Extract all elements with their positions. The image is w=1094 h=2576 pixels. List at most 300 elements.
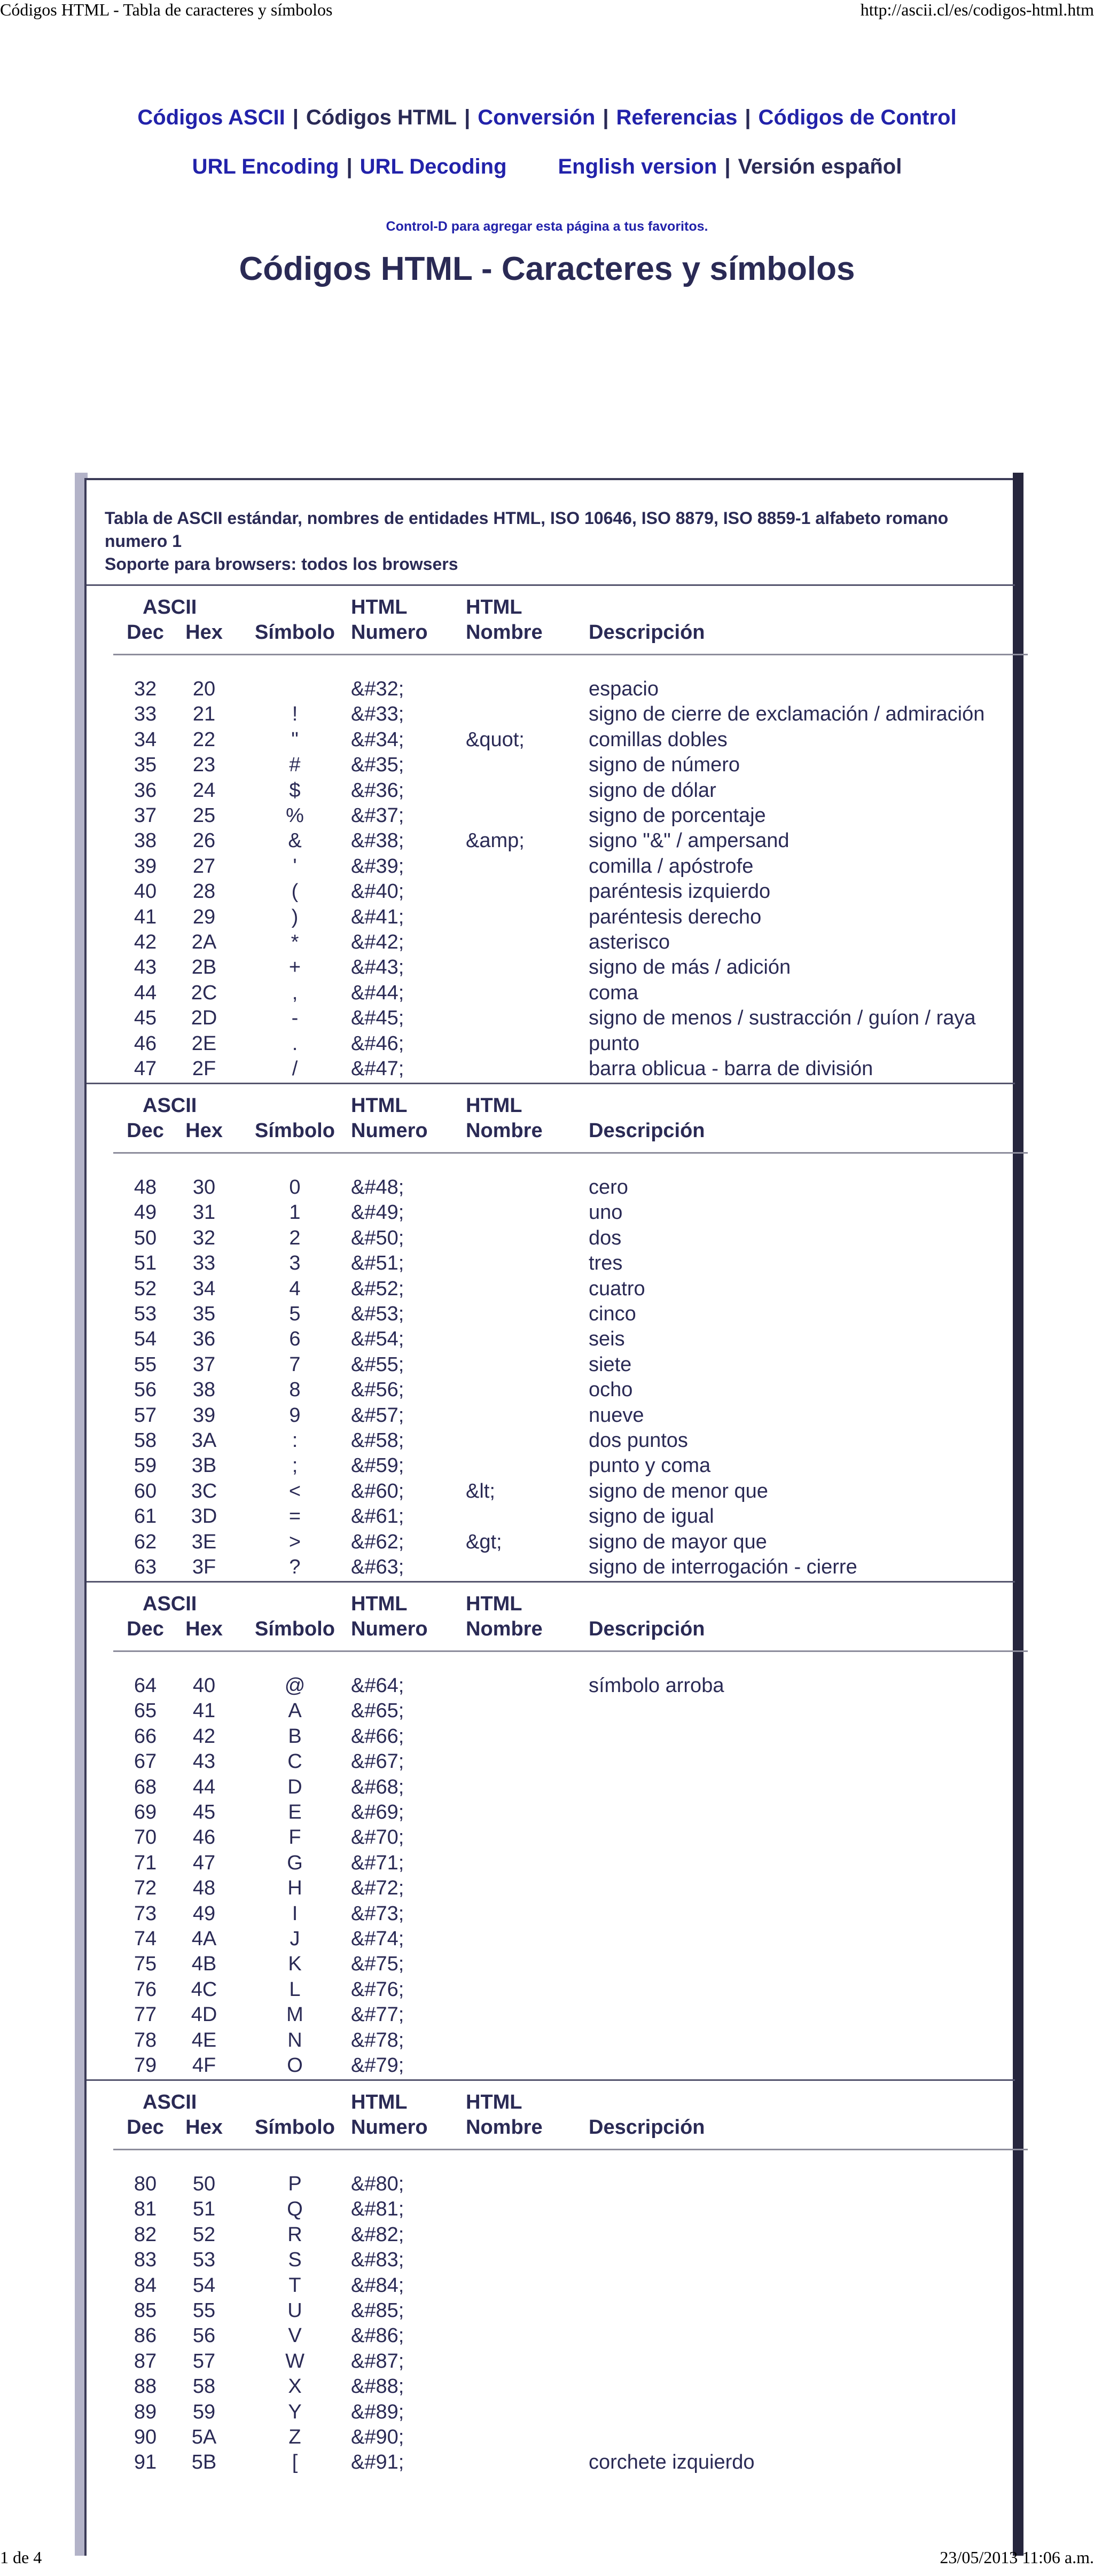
description-cell: signo de menor que [589,1479,768,1502]
dec-cell: 47 [134,1058,157,1080]
symbol-cell: O [287,2054,303,2077]
dec-cell: 91 [134,2451,157,2474]
print-page-number: 1 de 4 [0,2548,42,2567]
description-cell: comillas dobles [589,728,728,751]
hex-cell: 50 [192,2173,216,2195]
dec-cell: 39 [134,855,157,878]
html-number-cell: &#45; [351,1007,404,1030]
symbol-cell: T [288,2274,301,2297]
nav-separator: | [603,106,609,129]
symbol-cell: V [288,2324,302,2347]
header-description: Descripción [589,621,705,644]
dec-cell: 61 [134,1505,157,1528]
dec-cell: 33 [134,703,157,726]
table-section [87,1083,1015,1579]
symbol-cell: " [291,728,299,751]
symbol-cell: = [288,1505,301,1528]
description-cell: signo de menos / sustracción / guíon / raya [589,1007,976,1030]
dec-cell: 37 [134,804,157,827]
hex-cell: 49 [192,1902,216,1925]
html-number-cell: &#49; [351,1201,404,1224]
html-number-cell: &#69; [351,1801,404,1823]
description-cell: signo de más / adición [589,956,791,979]
dec-cell: 44 [134,981,157,1004]
hex-cell: 39 [192,1404,216,1427]
nav-link-version-espanol[interactable]: Versión español [738,155,902,178]
hex-cell: 30 [192,1176,216,1199]
main-nav [0,106,1094,130]
hex-cell: 3D [191,1505,217,1528]
description-cell: signo de porcentaje [589,804,766,827]
html-number-cell: &#85; [351,2299,404,2322]
symbol-cell: 2 [289,1226,301,1249]
html-number-cell: &#43; [351,956,404,979]
hex-cell: 2C [191,981,217,1004]
symbol-cell: P [288,2173,302,2195]
header-html-number-top: HTML [351,1593,408,1615]
table-section [87,584,1015,1081]
header-html-number-top: HTML [351,596,408,618]
html-number-cell: &#65; [351,1700,404,1722]
hex-cell: 3E [191,1530,217,1553]
description-cell: siete [589,1353,632,1376]
hex-cell: 44 [192,1775,216,1798]
html-number-cell: &#38; [351,829,404,852]
html-number-cell: &#54; [351,1328,404,1351]
html-number-cell: &#86; [351,2324,404,2347]
hex-cell: 38 [192,1379,216,1401]
description-cell: signo de igual [589,1505,714,1528]
html-number-cell: &#71; [351,1851,404,1874]
header-html-name-top: HTML [466,1593,522,1615]
symbol-cell: R [287,2223,302,2246]
header-hex: Hex [185,1119,223,1142]
html-number-cell: &#58; [351,1429,404,1452]
dec-cell: 53 [134,1303,157,1325]
hex-cell: 51 [192,2198,216,2221]
html-number-cell: &#81; [351,2198,404,2221]
html-number-cell: &#89; [351,2400,404,2423]
dec-cell: 32 [134,678,157,700]
symbol-cell: < [288,1479,301,1502]
symbol-cell: X [288,2375,302,2398]
dec-cell: 89 [134,2400,157,2423]
header-html-name-top: HTML [466,596,522,618]
description-cell: símbolo arroba [589,1674,724,1697]
nav-link-codigos-ascii[interactable]: Códigos ASCII [137,106,285,129]
symbol-cell: > [288,1530,301,1553]
symbol-cell: / [292,1058,298,1080]
nav-link-conversion[interactable]: Conversión [478,106,596,129]
header-html-number-top: HTML [351,1094,408,1117]
dec-cell: 51 [134,1252,157,1275]
symbol-cell: - [291,1007,299,1030]
description-cell: asterisco [589,931,670,953]
header-html-name-top: HTML [466,1094,522,1117]
hex-cell: 31 [192,1201,216,1224]
hex-cell: 5A [191,2426,217,2448]
symbol-cell: N [287,2029,302,2052]
symbol-cell: E [288,1801,302,1823]
symbol-cell: 1 [289,1201,301,1224]
hex-cell: 57 [192,2350,216,2373]
hex-cell: 5B [191,2451,217,2474]
header-dec: Dec [127,1618,164,1640]
dec-cell: 67 [134,1750,157,1773]
dec-cell: 34 [134,728,157,751]
nav-link-url-decoding[interactable]: URL Decoding [360,155,507,178]
symbol-cell: & [288,829,302,852]
dec-cell: 80 [134,2173,157,2195]
html-name-cell: &quot; [466,728,525,751]
description-cell: signo de número [589,754,740,777]
html-name-cell: &lt; [466,1479,495,1502]
dec-cell: 75 [134,1953,157,1976]
hex-cell: 22 [192,728,216,751]
hex-cell: 41 [192,1700,216,1722]
dec-cell: 36 [134,779,157,802]
description-cell: punto y coma [589,1454,711,1477]
dec-cell: 72 [134,1877,157,1900]
html-number-cell: &#60; [351,1479,404,1502]
symbol-cell: Q [287,2198,303,2221]
symbol-cell: I [292,1902,298,1925]
description-cell: tres [589,1252,623,1275]
html-number-cell: &#33; [351,703,404,726]
html-number-cell: &#66; [351,1725,404,1748]
dec-cell: 74 [134,1928,157,1950]
symbol-cell: ' [293,855,297,878]
header-description: Descripción [589,1119,705,1142]
dec-cell: 59 [134,1454,157,1477]
description-cell: ocho [589,1379,633,1401]
nav-link-codigos-html[interactable]: Códigos HTML [306,106,457,129]
print-date: 23/05/2013 11:06 a.m. [940,2548,1094,2567]
symbol-cell: C [287,1750,302,1773]
print-header [0,0,1094,21]
symbol-cell: W [285,2350,304,2373]
dec-cell: 83 [134,2249,157,2272]
html-codes-table [84,478,1013,2556]
hex-cell: 4C [191,1978,217,2001]
table-intro [105,507,1002,576]
dec-cell: 35 [134,754,157,777]
html-number-cell: &#79; [351,2054,404,2077]
dec-cell: 45 [134,1007,157,1030]
dec-cell: 65 [134,1700,157,1722]
dec-cell: 56 [134,1379,157,1401]
dec-cell: 42 [134,931,157,953]
dec-cell: 46 [134,1032,157,1055]
html-number-cell: &#83; [351,2249,404,2272]
nav-separator: | [464,106,471,129]
symbol-cell: ; [292,1454,298,1477]
description-cell: cuatro [589,1277,645,1300]
html-number-cell: &#51; [351,1252,404,1275]
dec-cell: 54 [134,1328,157,1351]
symbol-cell: 3 [289,1252,301,1275]
html-number-cell: &#88; [351,2375,404,2398]
hex-cell: 2F [192,1058,216,1080]
header-dec: Dec [127,2116,164,2139]
dec-cell: 40 [134,880,157,903]
html-number-cell: &#46; [351,1032,404,1055]
html-number-cell: &#91; [351,2451,404,2474]
description-cell: paréntesis derecho [589,905,762,928]
symbol-cell: 7 [289,1353,301,1376]
favorite-hint: Control-D para agregar esta página a tus favoritos. [386,219,708,234]
symbol-cell: ( [291,880,299,903]
description-cell: coma [589,981,638,1004]
html-number-cell: &#59; [351,1454,404,1477]
nav-separator: | [724,155,731,178]
dec-cell: 82 [134,2223,157,2246]
html-name-cell: &gt; [466,1530,502,1553]
nav-separator: | [292,106,299,129]
header-ascii: ASCII [143,596,197,618]
description-cell: signo de dólar [589,779,716,802]
header-html-number: Numero [351,1618,428,1640]
html-number-cell: &#52; [351,1277,404,1300]
header-html-name: Nombre [466,1618,543,1640]
dec-cell: 50 [134,1226,157,1249]
header-html-name: Nombre [466,621,543,644]
hex-cell: 52 [192,2223,216,2246]
print-header-url: http://ascii.cl/es/codigos-html.htm [860,0,1094,19]
html-number-cell: &#56; [351,1379,404,1401]
html-number-cell: &#37; [351,804,404,827]
dec-cell: 90 [134,2426,157,2448]
html-number-cell: &#75; [351,1953,404,1976]
header-dec: Dec [127,1119,164,1142]
header-underline [113,2149,1028,2150]
nav-link-url-encoding[interactable]: URL Encoding [192,155,339,178]
symbol-cell: 8 [289,1379,301,1401]
dec-cell: 69 [134,1801,157,1823]
dec-cell: 38 [134,829,157,852]
description-cell: seis [589,1328,625,1351]
secondary-nav [0,155,1094,179]
description-cell: cinco [589,1303,636,1325]
symbol-cell: : [292,1429,298,1452]
symbol-cell: S [288,2249,302,2272]
hex-cell: 3B [191,1454,217,1477]
symbol-cell: @ [284,1674,306,1697]
header-underline [113,1152,1028,1154]
header-symbol: Símbolo [255,1119,335,1142]
symbol-cell: M [286,2003,303,2026]
nav-link-referencias[interactable]: Referencias [616,106,738,129]
symbol-cell: % [286,804,304,827]
html-number-cell: &#84; [351,2274,404,2297]
dec-cell: 60 [134,1479,157,1502]
html-number-cell: &#57; [351,1404,404,1427]
html-number-cell: &#77; [351,2003,404,2026]
description-cell: signo de interrogación - cierre [589,1556,857,1578]
hex-cell: 4F [192,2054,216,2077]
hex-cell: 2D [191,1007,217,1030]
dec-cell: 87 [134,2350,157,2373]
hex-cell: 4A [191,1928,217,1950]
hex-cell: 42 [192,1725,216,1748]
html-name-cell: &amp; [466,829,525,852]
dec-cell: 81 [134,2198,157,2221]
html-number-cell: &#70; [351,1826,404,1849]
html-number-cell: &#36; [351,779,404,802]
symbol-cell: G [287,1851,303,1874]
description-cell: espacio [589,678,659,700]
page-title: Códigos HTML - Caracteres y símbolos [239,250,855,287]
html-number-cell: &#48; [351,1176,404,1199]
symbol-cell: $ [289,779,301,802]
description-cell: nueve [589,1404,644,1427]
html-number-cell: &#34; [351,728,404,751]
header-symbol: Símbolo [255,1618,335,1640]
dec-cell: 78 [134,2029,157,2052]
dec-cell: 86 [134,2324,157,2347]
html-number-cell: &#41; [351,905,404,928]
html-number-cell: &#40; [351,880,404,903]
hex-cell: 53 [192,2249,216,2272]
dec-cell: 71 [134,1851,157,1874]
hex-cell: 20 [192,678,216,700]
symbol-cell: U [287,2299,302,2322]
nav-separator: | [745,106,751,129]
hex-cell: 26 [192,829,216,852]
hex-cell: 56 [192,2324,216,2347]
hex-cell: 4E [191,2029,217,2052]
html-number-cell: &#35; [351,754,404,777]
html-number-cell: &#67; [351,1750,404,1773]
dec-cell: 52 [134,1277,157,1300]
symbol-cell: J [290,1928,300,1950]
html-number-cell: &#61; [351,1505,404,1528]
print-header-title: Códigos HTML - Tabla de caracteres y símbolos [0,0,333,19]
symbol-cell: , [292,981,298,1004]
dec-cell: 55 [134,1353,157,1376]
html-number-cell: &#47; [351,1058,404,1080]
html-number-cell: &#68; [351,1775,404,1798]
header-underline [113,654,1028,655]
html-number-cell: &#63; [351,1556,404,1578]
hex-cell: 43 [192,1750,216,1773]
header-html-name-top: HTML [466,2091,522,2113]
table-intro-browsers: Soporte para browsers: todos los browsers [105,554,458,574]
html-number-cell: &#44; [351,981,404,1004]
description-cell: corchete izquierdo [589,2451,755,2474]
symbol-cell: + [288,956,301,979]
symbol-cell: K [288,1953,302,1976]
html-number-cell: &#42; [351,931,404,953]
html-number-cell: &#78; [351,2029,404,2052]
hex-cell: 4B [191,1953,217,1976]
dec-cell: 49 [134,1201,157,1224]
html-number-cell: &#73; [351,1902,404,1925]
header-ascii: ASCII [143,1593,197,1615]
hex-cell: 54 [192,2274,216,2297]
hex-cell: 25 [192,804,216,827]
hex-cell: 32 [192,1226,216,1249]
nav-link-codigos-control[interactable]: Códigos de Control [758,106,957,129]
header-html-number: Numero [351,1119,428,1142]
html-number-cell: &#76; [351,1978,404,2001]
description-cell: dos [589,1226,622,1249]
symbol-cell: D [287,1775,302,1798]
dec-cell: 62 [134,1530,157,1553]
table-section [87,1581,1015,2078]
description-cell: punto [589,1032,640,1055]
nav-separator: | [346,155,353,178]
dec-cell: 41 [134,905,157,928]
symbol-cell: 9 [289,1404,301,1427]
description-cell: signo de mayor que [589,1530,767,1553]
hex-cell: 3C [191,1479,217,1502]
html-number-cell: &#90; [351,2426,404,2448]
hex-cell: 29 [192,905,216,928]
header-hex: Hex [185,2116,223,2139]
dec-cell: 88 [134,2375,157,2398]
header-symbol: Símbolo [255,621,335,644]
html-number-cell: &#50; [351,1226,404,1249]
symbol-cell: 6 [289,1328,301,1351]
symbol-cell: A [288,1700,302,1722]
symbol-cell: 0 [289,1176,301,1199]
symbol-cell: H [287,1877,302,1900]
symbol-cell: ! [292,703,298,726]
html-number-cell: &#64; [351,1674,404,1697]
hex-cell: 34 [192,1277,216,1300]
description-cell: signo "&" / ampersand [589,829,790,852]
hex-cell: 35 [192,1303,216,1325]
description-cell: dos puntos [589,1429,688,1452]
header-ascii: ASCII [143,2091,197,2113]
hex-cell: 28 [192,880,216,903]
html-number-cell: &#82; [351,2223,404,2246]
html-number-cell: &#53; [351,1303,404,1325]
symbol-cell: * [291,931,299,953]
hex-cell: 58 [192,2375,216,2398]
dec-cell: 64 [134,1674,157,1697]
description-cell: comilla / apóstrofe [589,855,754,878]
symbol-cell: # [289,754,301,777]
dec-cell: 76 [134,1978,157,2001]
symbol-cell: . [292,1032,298,1055]
nav-link-english-version[interactable]: English version [558,155,717,178]
html-number-cell: &#80; [351,2173,404,2195]
header-html-name: Nombre [466,2116,543,2139]
hex-cell: 33 [192,1252,216,1275]
hex-cell: 36 [192,1328,216,1351]
description-cell: paréntesis izquierdo [589,880,771,903]
hex-cell: 45 [192,1801,216,1823]
dec-cell: 85 [134,2299,157,2322]
symbol-cell: ? [289,1556,301,1578]
table-intro-standards: Tabla de ASCII estándar, nombres de entidades HTML, ISO 10646, ISO 8879, ISO 8859-1 alfabeto romano numero 1 [105,508,949,551]
dec-cell: 68 [134,1775,157,1798]
symbol-cell: [ [292,2451,298,2474]
symbol-cell: Y [288,2400,302,2423]
header-html-number-top: HTML [351,2091,408,2113]
dec-cell: 77 [134,2003,157,2026]
hex-cell: 21 [192,703,216,726]
html-number-cell: &#55; [351,1353,404,1376]
dec-cell: 58 [134,1429,157,1452]
symbol-cell: 4 [289,1277,301,1300]
dec-cell: 70 [134,1826,157,1849]
header-hex: Hex [185,1618,223,1640]
dec-cell: 84 [134,2274,157,2297]
description-cell: barra oblicua - barra de división [589,1058,873,1080]
